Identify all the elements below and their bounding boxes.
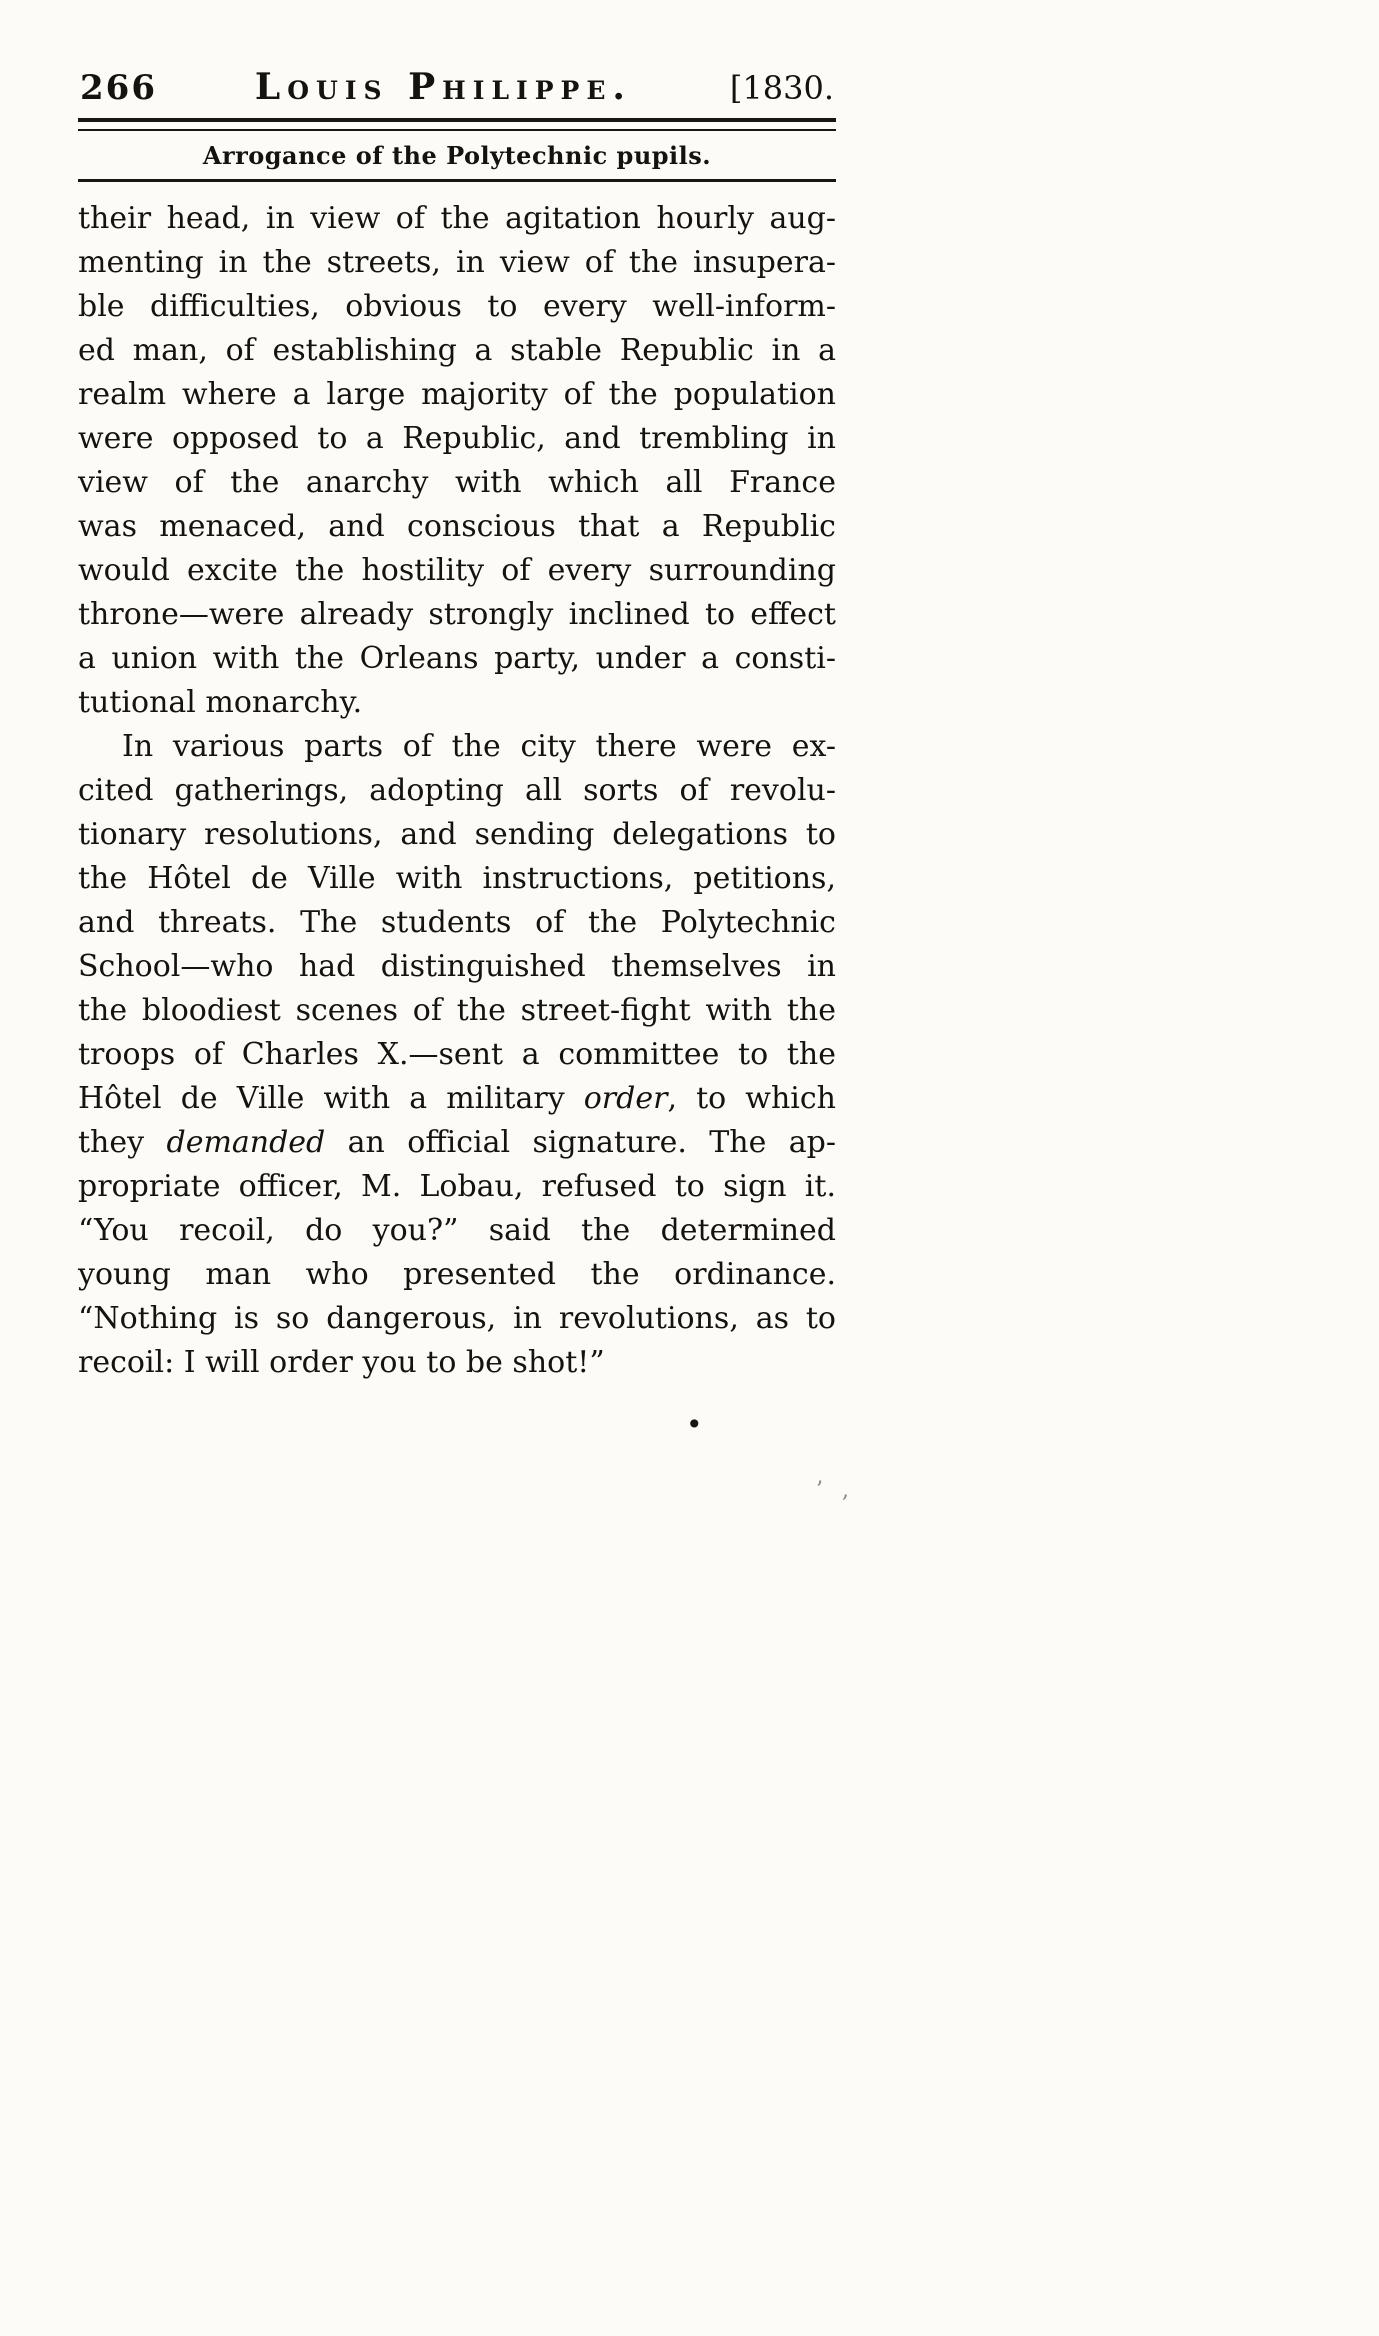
text-line: and threats. The students of the Polytechnic [78,905,836,940]
text-line: a union with the Orleans party, under a consti- [78,641,836,676]
text-line: young man who presented the ordinance. [78,1257,836,1292]
text-line: In various parts of the city there were ex- [122,729,836,764]
text-line: propriate officer, M. Lobau, refused to sign it. [78,1169,836,1204]
text-line: the bloodiest scenes of the street-fight with the [78,993,836,1028]
text-line: throne—were already strongly inclined to effect [78,597,836,632]
paragraph [78,197,836,725]
body-text [78,197,836,1385]
text-line: cited gatherings, adopting all sorts of revolu- [78,773,836,808]
running-head: Arrogance of the Polytechnic pupils. [202,141,712,170]
text-line: troops of Charles X.—sent a committee to the [78,1037,836,1072]
text-line: ble difficulties, obvious to every well-inform- [78,289,836,324]
text-line: Hôtel de Ville with a military order, to which [78,1081,836,1116]
text-line: they demanded an official signature. The ap- [78,1125,836,1160]
text-line: their head, in view of the agitation hourly aug- [78,201,836,236]
text-line: menting in the streets, in view of the insupera- [78,245,836,280]
text-line: the Hôtel de Ville with instructions, petitions, [78,861,836,896]
date-label: [1830. [729,69,834,107]
single-rule-divider [78,179,836,182]
text-line: recoil: I will order you to be shot!” [78,1345,605,1380]
text-line: view of the anarchy with which all France [78,465,836,500]
paragraph [78,725,836,1385]
text-line: ed man, of establishing a stable Republic in a [78,333,836,368]
text-line: was menaced, and conscious that a Republic [78,509,836,544]
text-line: realm where a large majority of the population [78,377,836,412]
text-line: “You recoil, do you?” said the determined [78,1213,836,1248]
text-line: School—who had distinguished themselves in [78,949,836,984]
text-line: tutional monarchy. [78,685,363,720]
text-line: tionary resolutions, and sending delegations to [78,817,836,852]
text-line: were opposed to a Republic, and trembling in [78,421,836,456]
text-line: would excite the hostility of every surrounding [78,553,836,588]
page-number: 266 [80,68,157,108]
margin-marks-artifact: ’ , [816,1478,855,1503]
text-line: “Nothing is so dangerous, in revolutions, as to [78,1301,836,1336]
page-header [78,66,836,108]
chapter-title: Louis Philippe. [254,66,632,108]
double-rule-divider [78,118,836,131]
ink-dot-artifact: • [686,1408,703,1441]
text-block [78,66,836,1385]
